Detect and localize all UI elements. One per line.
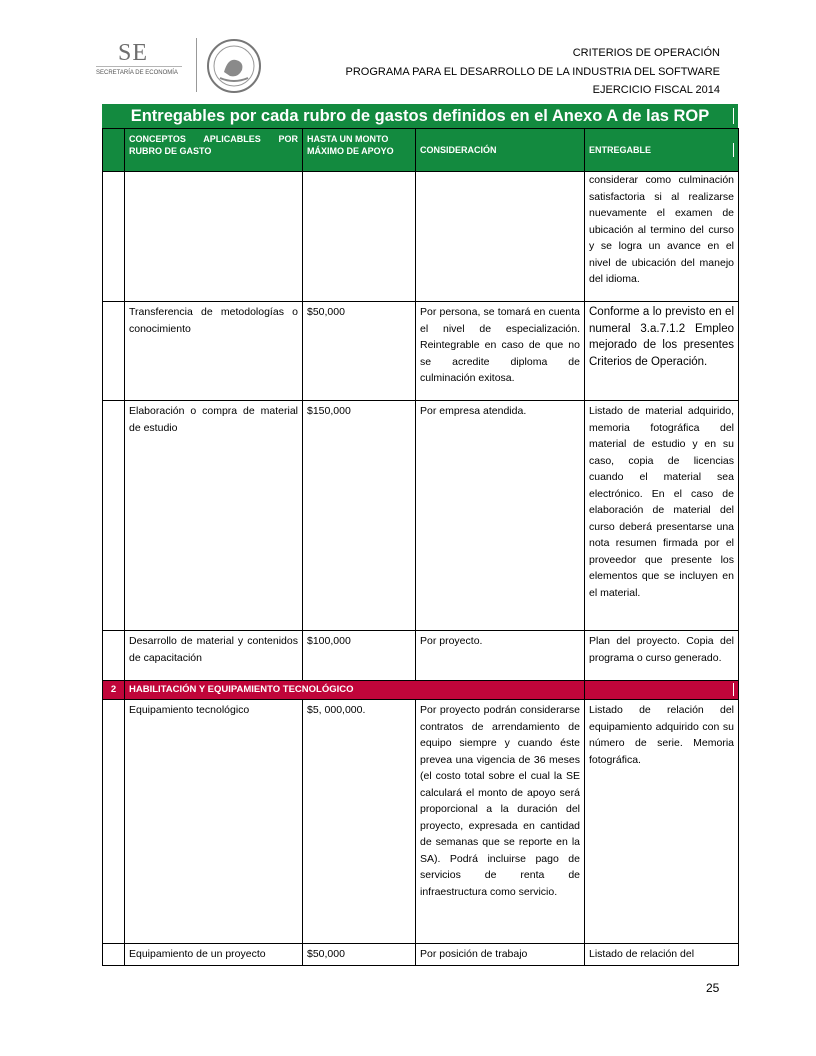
consideracion-cell: Por posición de trabajo (416, 944, 585, 966)
monto-cell (303, 172, 416, 302)
header-line-2: PROGRAMA PARA EL DESARROLLO DE LA INDUSTRIA DEL SOFTWARE (345, 66, 720, 78)
concepto-cell: Equipamiento de un proyecto (125, 944, 303, 966)
table-title-text: Entregables por cada rubro de gastos definidos en el Anexo A de las ROP (130, 107, 710, 125)
header-line-3: EJERCICIO FISCAL 2014 (592, 84, 720, 96)
concepto-cell (125, 172, 303, 302)
table-row (103, 700, 739, 944)
header-consideracion: CONSIDERACIÓN (416, 129, 585, 172)
logo-rule (96, 66, 182, 67)
mexico-seal-icon (206, 38, 262, 94)
concepto-cell: Elaboración o compra de material de estudio (125, 401, 303, 631)
secretaria-economia-logo (96, 36, 266, 96)
entregable-cell: Plan del proyecto. Copia del programa o curso generado. (585, 631, 739, 681)
entregable-cell: Listado de material adquirido, memoria fotográfica del material de estudio y en su caso, copia de licencias cuando el material sea electrónico. En el caso de elaboración de material del curso deberá presentarse una nota resumen firmada por el proveedor que presente los elementos que se incluyen en el material. (585, 401, 739, 631)
header-monto: HASTA UN MONTO MÁXIMO DE APOYO (303, 129, 416, 172)
header-line-1: CRITERIOS DE OPERACIÓN (572, 47, 720, 59)
table-row (103, 401, 739, 631)
monto-cell: $100,000 (303, 631, 416, 681)
concepto-cell: Equipamiento tecnológico (125, 700, 303, 944)
entregable-cell: considerar como culminación satisfactoria si al realizarse nuevamente el examen de ubicación al termino del curso y se logra un avance en el nivel de ubicación del manejo del idioma. (585, 172, 739, 302)
logo-text: SE (118, 40, 149, 66)
page-number: 25 (706, 981, 720, 995)
consideracion-cell: Por proyecto. (416, 631, 585, 681)
consideracion-cell: Por empresa atendida. (416, 401, 585, 631)
concepto-cell: Transferencia de metodologías o conocimiento (125, 302, 303, 401)
concepto-cell: Desarrollo de material y contenidos de capacitación (125, 631, 303, 681)
section-end-cell (585, 681, 739, 700)
section-label: HABILITACIÓN Y EQUIPAMIENTO TECNOLÓGICO (125, 681, 585, 700)
monto-cell: $50,000 (303, 944, 416, 966)
monto-cell: $50,000 (303, 302, 416, 401)
header-concepto: CONCEPTOS APLICABLES POR RUBRO DE GASTO (125, 129, 303, 172)
logo-subtitle: SECRETARÍA DE ECONOMÍA (96, 70, 178, 76)
table-row (103, 172, 739, 302)
table-row (103, 631, 739, 681)
entregable-cell: Conforme a lo previsto en el numeral 3.a.7.1.2 Empleo mejorado de los presentes Criterios de Operación. (585, 302, 739, 401)
table-row (103, 302, 739, 401)
section-number: 2 (103, 681, 125, 700)
consideracion-cell: Por proyecto podrán considerarse contratos de arrendamiento de equipo siempre y cuando éste prevea una vigencia de 36 meses (el costo total sobre el cual la SE calculará el monto de apoyo será proporcional a la duración del proyecto, expresada en cantidad de semanas que se reporte en la SA). Podrá incluirse pago de servicios de renta de infraestructura como servicio. (416, 700, 585, 944)
table-title (102, 104, 738, 128)
section-row (103, 681, 739, 700)
table-row (103, 944, 739, 966)
header-entregable: ENTREGABLE (585, 129, 739, 172)
consideracion-cell (416, 172, 585, 302)
logo-divider (196, 38, 197, 92)
header-number-cell (103, 129, 125, 172)
monto-cell: $5, 000,000. (303, 700, 416, 944)
consideracion-cell: Por persona, se tomará en cuenta el nivel de especialización. Reintegrable en caso de que no se acredite diploma de culminación exitosa. (416, 302, 585, 401)
title-mark (733, 108, 734, 124)
entregable-cell: Listado de relación del (585, 944, 739, 966)
entregable-cell: Listado de relación del equipamiento adquirido con su número de serie. Memoria fotográfica. (585, 700, 739, 944)
entregables-table (102, 128, 739, 966)
monto-cell: $150,000 (303, 401, 416, 631)
table-header-row (103, 129, 739, 172)
